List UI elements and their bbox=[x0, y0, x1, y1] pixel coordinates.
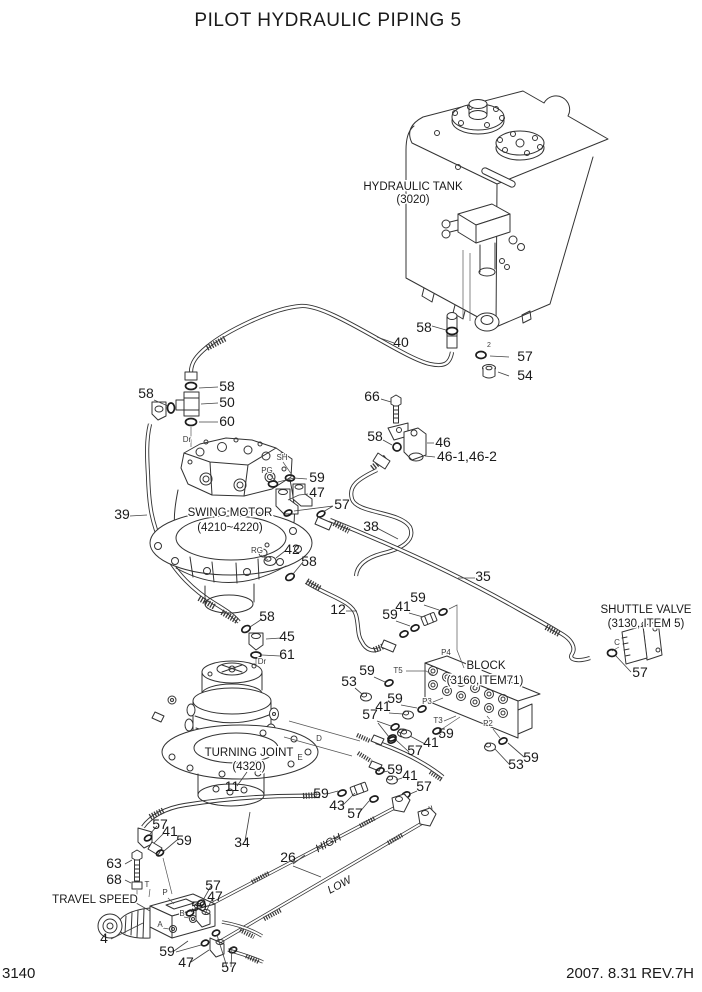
label-block-ref: (3160,ITEM71) bbox=[446, 675, 524, 687]
hose-40 bbox=[191, 306, 452, 372]
port-label-e: E bbox=[297, 753, 303, 762]
plug-41-p3 bbox=[403, 711, 414, 719]
port-label-c: C bbox=[614, 638, 620, 647]
plug-54 bbox=[483, 365, 496, 379]
nut-68 bbox=[132, 882, 142, 889]
callout: 59 bbox=[176, 832, 192, 848]
callout: 58 bbox=[301, 553, 317, 569]
callout: 59 bbox=[191, 898, 207, 914]
plug-53-t5 bbox=[361, 693, 372, 701]
callout: 59 bbox=[382, 606, 398, 622]
tee-fitting-50 bbox=[176, 392, 199, 416]
callout: 57 bbox=[407, 742, 423, 758]
oring-57-shuttle bbox=[608, 650, 617, 657]
callout: 46 bbox=[435, 434, 451, 450]
pipe-low bbox=[214, 806, 431, 945]
callout: 57 bbox=[205, 877, 221, 893]
callout: 61 bbox=[279, 646, 295, 662]
callout: 68 bbox=[106, 871, 122, 887]
callout: 41 bbox=[423, 734, 439, 750]
callout: 58 bbox=[138, 385, 154, 401]
callout: 57 bbox=[632, 664, 648, 680]
diagram-text bbox=[2, 10, 694, 982]
callout: 59 bbox=[523, 749, 539, 765]
label-hydraulic-tank-ref: (3020) bbox=[396, 194, 430, 206]
port-label-t5: T5 bbox=[393, 666, 403, 675]
union-41-p4 bbox=[421, 612, 437, 626]
port-label-dr2: Dr bbox=[257, 657, 267, 666]
label-travel-speed: TRAVEL SPEED bbox=[52, 894, 138, 906]
callout: 58 bbox=[259, 608, 275, 624]
label-low: LOW bbox=[325, 874, 354, 897]
port-label-p2: P2 bbox=[483, 719, 493, 728]
callout: 40 bbox=[393, 334, 409, 350]
page-title: PILOT HYDRAULIC PIPING 5 bbox=[194, 10, 462, 31]
pipe-end-elbow-low bbox=[418, 808, 436, 826]
callout: 41 bbox=[375, 698, 391, 714]
oring-58 bbox=[186, 383, 197, 390]
callout: 47 bbox=[207, 888, 223, 904]
callout: 43 bbox=[329, 797, 345, 813]
label-shuttle-valve: SHUTTLE VALVE bbox=[600, 604, 692, 616]
callout: 57 bbox=[152, 816, 168, 832]
bolt-63 bbox=[132, 850, 142, 881]
plug-53-p2 bbox=[485, 743, 496, 751]
callout: 47 bbox=[178, 954, 194, 970]
oring-58-left bbox=[168, 403, 175, 413]
port-label-a: A bbox=[157, 920, 163, 929]
callout: 53 bbox=[341, 673, 357, 689]
callout: 57 bbox=[362, 706, 378, 722]
turning-joint-drawing bbox=[162, 661, 318, 806]
callout: 66 bbox=[364, 388, 380, 404]
union-43 bbox=[350, 782, 368, 796]
bolt-66 bbox=[391, 395, 401, 423]
callout: 12 bbox=[330, 601, 346, 617]
callout: 57 bbox=[416, 778, 432, 794]
callout: 41 bbox=[162, 823, 178, 839]
callout: 57 bbox=[334, 496, 350, 512]
hose-38 bbox=[351, 470, 411, 576]
tank-flange-secondary bbox=[496, 131, 544, 160]
callout: 54 bbox=[517, 367, 533, 383]
oring-57-tank bbox=[476, 352, 486, 359]
callout: 53 bbox=[508, 756, 524, 772]
port-label-t: T bbox=[144, 880, 150, 889]
callout: 45 bbox=[279, 628, 295, 644]
callout: 59 bbox=[313, 785, 329, 801]
hydraulic-tank-drawing bbox=[406, 91, 608, 378]
callout: 58 bbox=[367, 428, 383, 444]
label-turning-joint: TURNING JOINT bbox=[204, 747, 294, 759]
callout: 11 bbox=[224, 778, 240, 794]
leader-lines bbox=[111, 326, 631, 967]
callout: 57 bbox=[221, 959, 237, 975]
callout: 4 bbox=[100, 930, 108, 946]
shuttle-valve-body bbox=[622, 626, 647, 664]
port-d-boss bbox=[270, 708, 279, 720]
callout: 59 bbox=[309, 469, 325, 485]
oring-58-tank bbox=[447, 328, 458, 335]
port-label-dr: Dr bbox=[182, 435, 192, 444]
callout: 59 bbox=[359, 662, 375, 678]
callout: 59 bbox=[438, 725, 454, 741]
footer-date-rev: 2007. 8.31 REV.7H bbox=[566, 965, 694, 982]
label-high: HIGH bbox=[313, 831, 344, 856]
pipes-26 bbox=[200, 795, 431, 962]
label-hydraulic-tank: HYDRAULIC TANK bbox=[363, 181, 463, 193]
callout: 41 bbox=[402, 767, 418, 783]
port-label-2: 2 bbox=[487, 342, 491, 349]
callout: 46-1,46-2 bbox=[437, 448, 497, 464]
oring-58-46 bbox=[393, 443, 401, 451]
tank-valve-assembly bbox=[442, 204, 525, 321]
port-label-p: P bbox=[162, 888, 168, 897]
port-label-pg: PG bbox=[261, 466, 273, 475]
callout: 59 bbox=[410, 589, 426, 605]
block-bracket bbox=[518, 704, 532, 734]
callout: 41 bbox=[395, 598, 411, 614]
port-label-b: B bbox=[179, 909, 185, 918]
callout: 26 bbox=[280, 849, 296, 865]
callout: 57 bbox=[517, 348, 533, 364]
nipple-12 bbox=[381, 640, 396, 652]
callout: 59 bbox=[159, 943, 175, 959]
label-swing-motor: SWING MOTOR bbox=[187, 507, 273, 519]
label-shuttle-valve-ref: (3130, ITEM 5) bbox=[607, 618, 685, 630]
callout: 59 bbox=[387, 690, 403, 706]
pipe-end-elbow-high bbox=[392, 794, 410, 812]
callout: 34 bbox=[234, 834, 250, 850]
hose-crimps bbox=[150, 338, 559, 962]
port-label-sh: SH bbox=[276, 453, 288, 462]
callout: 35 bbox=[475, 568, 491, 584]
port-label-t3: T3 bbox=[433, 716, 443, 725]
callout: 59 bbox=[387, 761, 403, 777]
dr-line-fittings bbox=[152, 372, 199, 447]
callout: 60 bbox=[219, 413, 235, 429]
label-turning-joint-ref: (4320) bbox=[232, 761, 266, 773]
port-label-d: D bbox=[316, 734, 322, 743]
oring-60 bbox=[186, 419, 197, 426]
plug-41-d bbox=[401, 730, 412, 738]
callout: 39 bbox=[114, 506, 130, 522]
callout: 50 bbox=[219, 394, 235, 410]
port-label-p4: P4 bbox=[441, 648, 451, 657]
callout: 57 bbox=[347, 805, 363, 821]
callout: 58 bbox=[416, 319, 432, 335]
label-swing-motor-ref: (4210~4220) bbox=[197, 522, 263, 534]
label-block: BLOCK bbox=[466, 660, 506, 672]
plug-41-e bbox=[387, 776, 398, 784]
port-label-rg: RG bbox=[251, 546, 263, 555]
plug-42 bbox=[264, 557, 276, 566]
footer-doc-number: 3140 bbox=[2, 965, 36, 982]
tank-outlet-port bbox=[447, 313, 457, 320]
callout: 38 bbox=[363, 518, 379, 534]
callout: 63 bbox=[106, 855, 122, 871]
callout: 58 bbox=[219, 378, 235, 394]
port-label-p3: P3 bbox=[422, 697, 432, 706]
callout: 47 bbox=[309, 484, 325, 500]
callout: 42 bbox=[284, 541, 300, 557]
hose-35 bbox=[330, 520, 590, 660]
